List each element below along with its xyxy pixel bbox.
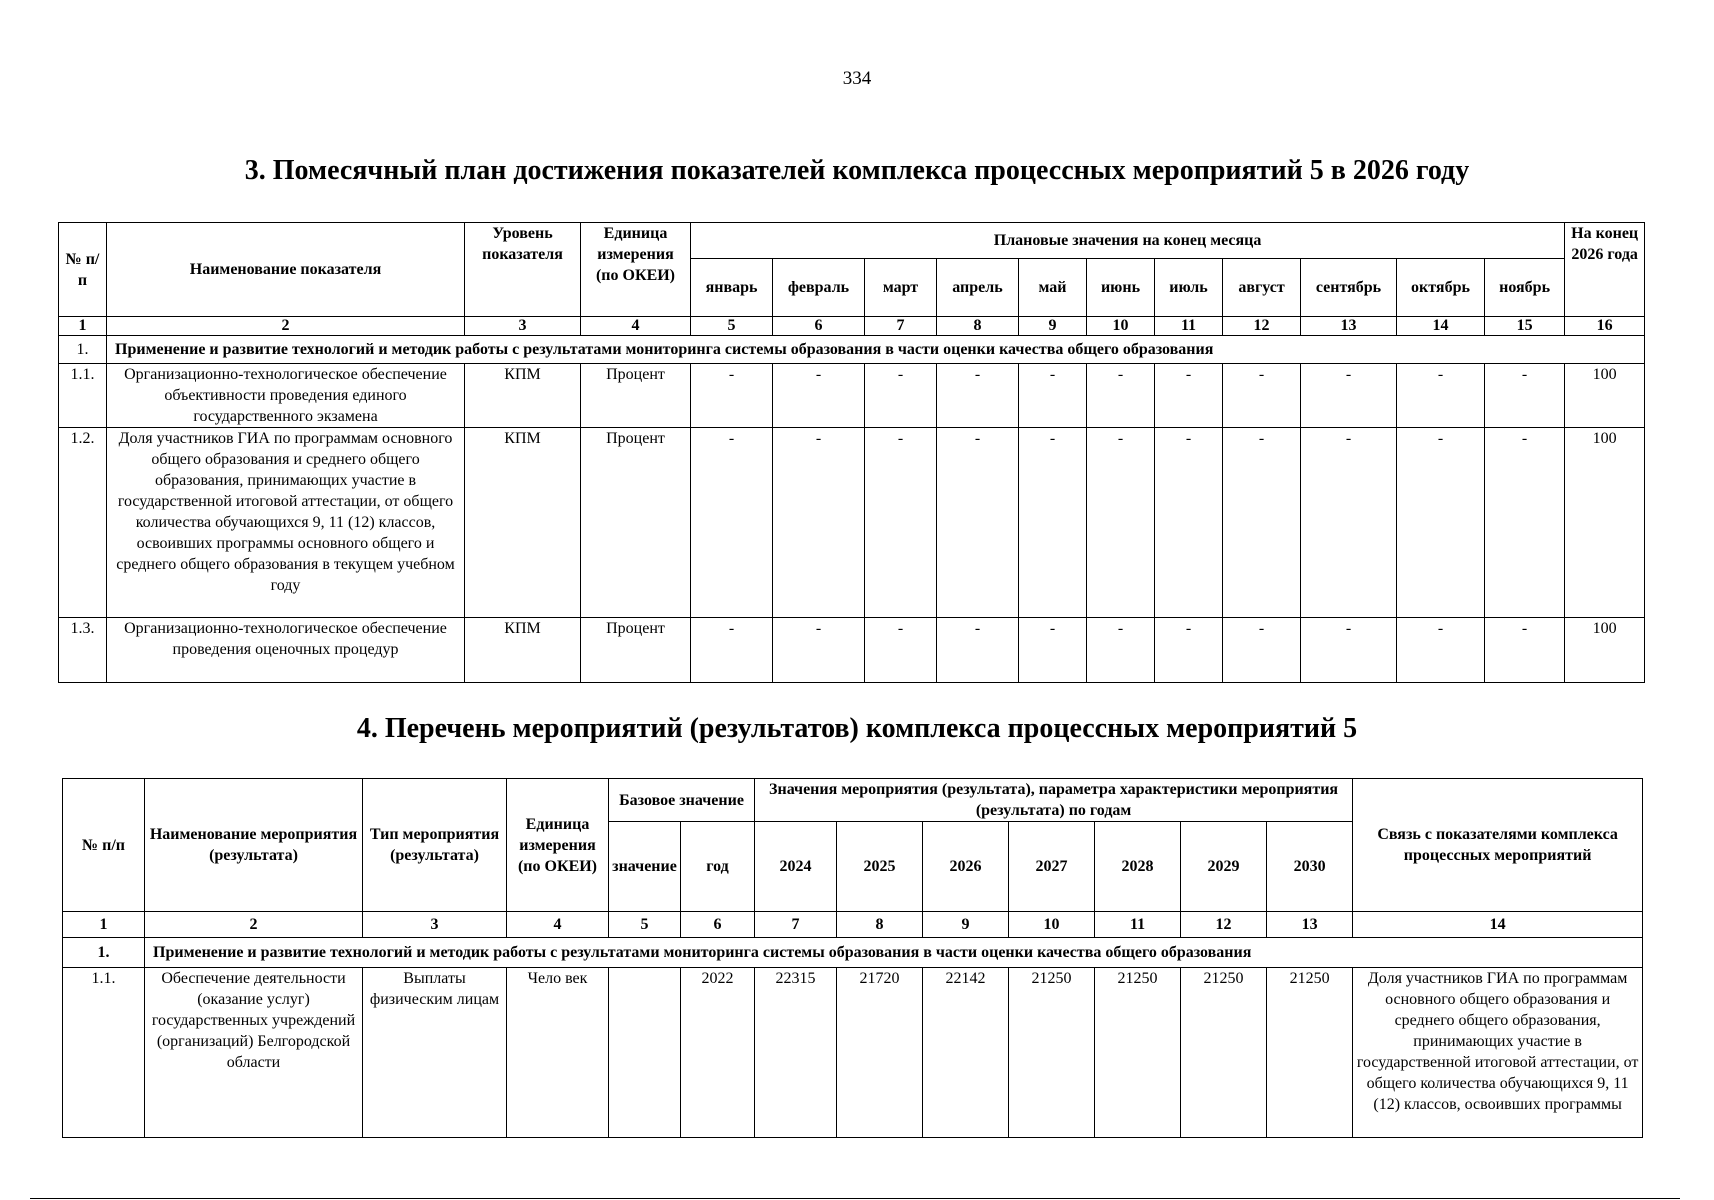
header-month: июль [1155, 259, 1223, 317]
month-value: - [1155, 364, 1223, 428]
header-year: 2025 [837, 822, 923, 912]
header-base-value: значение [609, 822, 681, 912]
column-number: 14 [1353, 912, 1643, 938]
header-year-end: На конец 2026 года [1565, 223, 1645, 317]
section4-title: 4. Перечень мероприятий (результатов) комплекса процессных мероприятий 5 [356, 713, 1358, 744]
row-base-year: 2022 [681, 968, 755, 1138]
header-month: февраль [773, 259, 865, 317]
year-value: 22315 [755, 968, 837, 1138]
header-row [59, 223, 1645, 259]
group-row [63, 938, 1643, 968]
row-unit: Процент [581, 428, 691, 618]
column-numbers-row [63, 912, 1643, 938]
year-end-value: 100 [1565, 618, 1645, 683]
bottom-rule [30, 1198, 1680, 1199]
header-level: Уровень показателя [465, 223, 581, 317]
year-value: 21720 [837, 968, 923, 1138]
header-unit: Единица измерения (по ОКЕИ) [581, 223, 691, 317]
month-value: - [937, 618, 1019, 683]
header-name: Наименование показателя [107, 223, 465, 317]
month-value: - [1019, 618, 1087, 683]
year-end-value: 100 [1565, 364, 1645, 428]
month-value: - [937, 428, 1019, 618]
month-value: - [773, 364, 865, 428]
header-year: 2029 [1181, 822, 1267, 912]
column-number: 3 [465, 317, 581, 336]
column-number: 3 [363, 912, 507, 938]
header-values: Значения мероприятия (результата), параметра характеристики мероприятия (результата) по годам [755, 779, 1353, 822]
group-num: 1. [63, 938, 145, 968]
header-month: май [1019, 259, 1087, 317]
header-link: Связь с показателями комплекса процессных мероприятий [1353, 779, 1643, 912]
month-value: - [1301, 428, 1397, 618]
header-month: сентябрь [1301, 259, 1397, 317]
month-value: - [1087, 364, 1155, 428]
year-value: 22142 [923, 968, 1009, 1138]
column-number: 4 [507, 912, 609, 938]
column-number: 10 [1087, 317, 1155, 336]
row-unit: Процент [581, 364, 691, 428]
month-value: - [865, 618, 937, 683]
column-number: 6 [773, 317, 865, 336]
month-value: - [1223, 428, 1301, 618]
header-month: ноябрь [1485, 259, 1565, 317]
monthly-plan-table [58, 222, 1645, 683]
header-year: 2024 [755, 822, 837, 912]
row-link: Доля участников ГИА по программам основного общего образования и среднего общего образования, принимающих участие в государственной итоговой аттестации, от общего количества обучающихся 9, 11 (12) классов, освоивших программы [1353, 968, 1643, 1138]
header-planned: Плановые значения на конец месяца [691, 223, 1565, 259]
column-number: 7 [755, 912, 837, 938]
group-title: Применение и развитие технологий и методик работы с результатами мониторинга системы образования в части оценки качества общего образования [145, 938, 1643, 968]
month-value: - [1397, 364, 1485, 428]
column-number: 9 [1019, 317, 1087, 336]
column-number: 9 [923, 912, 1009, 938]
activities-table [62, 778, 1643, 1138]
header-month: январь [691, 259, 773, 317]
row-name: Организационно-технологическое обеспечение объективности проведения единого государственного экзамена [107, 364, 465, 428]
month-value: - [1301, 364, 1397, 428]
row-num: 1.3. [59, 618, 107, 683]
header-month: октябрь [1397, 259, 1485, 317]
header-year: 2026 [923, 822, 1009, 912]
column-number: 8 [937, 317, 1019, 336]
year-end-value: 100 [1565, 428, 1645, 618]
row-type: Выплаты физическим лицам [363, 968, 507, 1138]
month-value: - [1087, 618, 1155, 683]
month-value: - [1301, 618, 1397, 683]
column-number: 7 [865, 317, 937, 336]
row-name: Доля участников ГИА по программам основного общего образования и среднего общего образования, принимающих участие в государственной итоговой аттестации, от общего количества обучающихся 9, 11 (12) классов, освоивших программы основного общего и среднего общего образования в текущем учебном году [107, 428, 465, 618]
month-value: - [1223, 364, 1301, 428]
table-row [59, 364, 1645, 428]
month-value: - [1019, 364, 1087, 428]
table-row [59, 618, 1645, 683]
header-name: Наименование мероприятия (результата) [145, 779, 363, 912]
column-number: 12 [1223, 317, 1301, 336]
column-number: 2 [107, 317, 465, 336]
month-value: - [1087, 428, 1155, 618]
row-num: 1.2. [59, 428, 107, 618]
table-row [63, 968, 1643, 1138]
month-value: - [1223, 618, 1301, 683]
row-num: 1.1. [63, 968, 145, 1138]
column-number: 12 [1181, 912, 1267, 938]
month-value: - [691, 364, 773, 428]
group-num: 1. [59, 336, 107, 364]
table-row [59, 428, 1645, 618]
row-unit: Процент [581, 618, 691, 683]
month-value: - [773, 618, 865, 683]
year-value: 21250 [1095, 968, 1181, 1138]
header-num: № п/п [63, 779, 145, 912]
month-value: - [1397, 618, 1485, 683]
month-value: - [1485, 364, 1565, 428]
row-level: КПМ [465, 618, 581, 683]
column-number: 14 [1397, 317, 1485, 336]
month-value: - [1155, 428, 1223, 618]
column-number: 11 [1155, 317, 1223, 336]
year-value: 21250 [1267, 968, 1353, 1138]
column-number: 16 [1565, 317, 1645, 336]
row-level: КПМ [465, 428, 581, 618]
column-number: 8 [837, 912, 923, 938]
header-month: август [1223, 259, 1301, 317]
column-number: 13 [1301, 317, 1397, 336]
row-name: Обеспечение деятельности (оказание услуг) государственных учреждений (организаций) Белгородской области [145, 968, 363, 1138]
group-row [59, 336, 1645, 364]
header-unit: Единица измерения (по ОКЕИ) [507, 779, 609, 912]
column-number: 13 [1267, 912, 1353, 938]
header-year: 2027 [1009, 822, 1095, 912]
month-value: - [773, 428, 865, 618]
row-unit: Чело век [507, 968, 609, 1138]
month-value: - [865, 428, 937, 618]
row-base-value [609, 968, 681, 1138]
column-number: 5 [691, 317, 773, 336]
header-base-year: год [681, 822, 755, 912]
header-month: март [865, 259, 937, 317]
month-value: - [1485, 428, 1565, 618]
section3-title: 3. Помесячный план достижения показателей комплекса процессных мероприятий 5 в 2026 году [244, 155, 1470, 186]
header-year: 2030 [1267, 822, 1353, 912]
month-value: - [691, 428, 773, 618]
month-value: - [691, 618, 773, 683]
column-number: 6 [681, 912, 755, 938]
header-year: 2028 [1095, 822, 1181, 912]
month-value: - [1155, 618, 1223, 683]
column-number: 1 [63, 912, 145, 938]
column-number: 2 [145, 912, 363, 938]
header-month: апрель [937, 259, 1019, 317]
month-value: - [937, 364, 1019, 428]
group-title: Применение и развитие технологий и методик работы с результатами мониторинга системы образования в части оценки качества общего образования [107, 336, 1645, 364]
column-number: 5 [609, 912, 681, 938]
header-row [63, 779, 1643, 822]
row-level: КПМ [465, 364, 581, 428]
header-num: № п/п [59, 223, 107, 317]
column-number: 1 [59, 317, 107, 336]
month-value: - [1019, 428, 1087, 618]
month-value: - [1485, 618, 1565, 683]
header-type: Тип мероприятия (результата) [363, 779, 507, 912]
header-base: Базовое значение [609, 779, 755, 822]
row-num: 1.1. [59, 364, 107, 428]
column-number: 11 [1095, 912, 1181, 938]
page-number: 334 [842, 68, 872, 89]
column-number: 10 [1009, 912, 1095, 938]
year-value: 21250 [1009, 968, 1095, 1138]
month-value: - [865, 364, 937, 428]
column-number: 15 [1485, 317, 1565, 336]
column-numbers-row [59, 317, 1645, 336]
year-value: 21250 [1181, 968, 1267, 1138]
row-name: Организационно-технологическое обеспечение проведения оценочных процедур [107, 618, 465, 683]
month-value: - [1397, 428, 1485, 618]
column-number: 4 [581, 317, 691, 336]
header-month: июнь [1087, 259, 1155, 317]
